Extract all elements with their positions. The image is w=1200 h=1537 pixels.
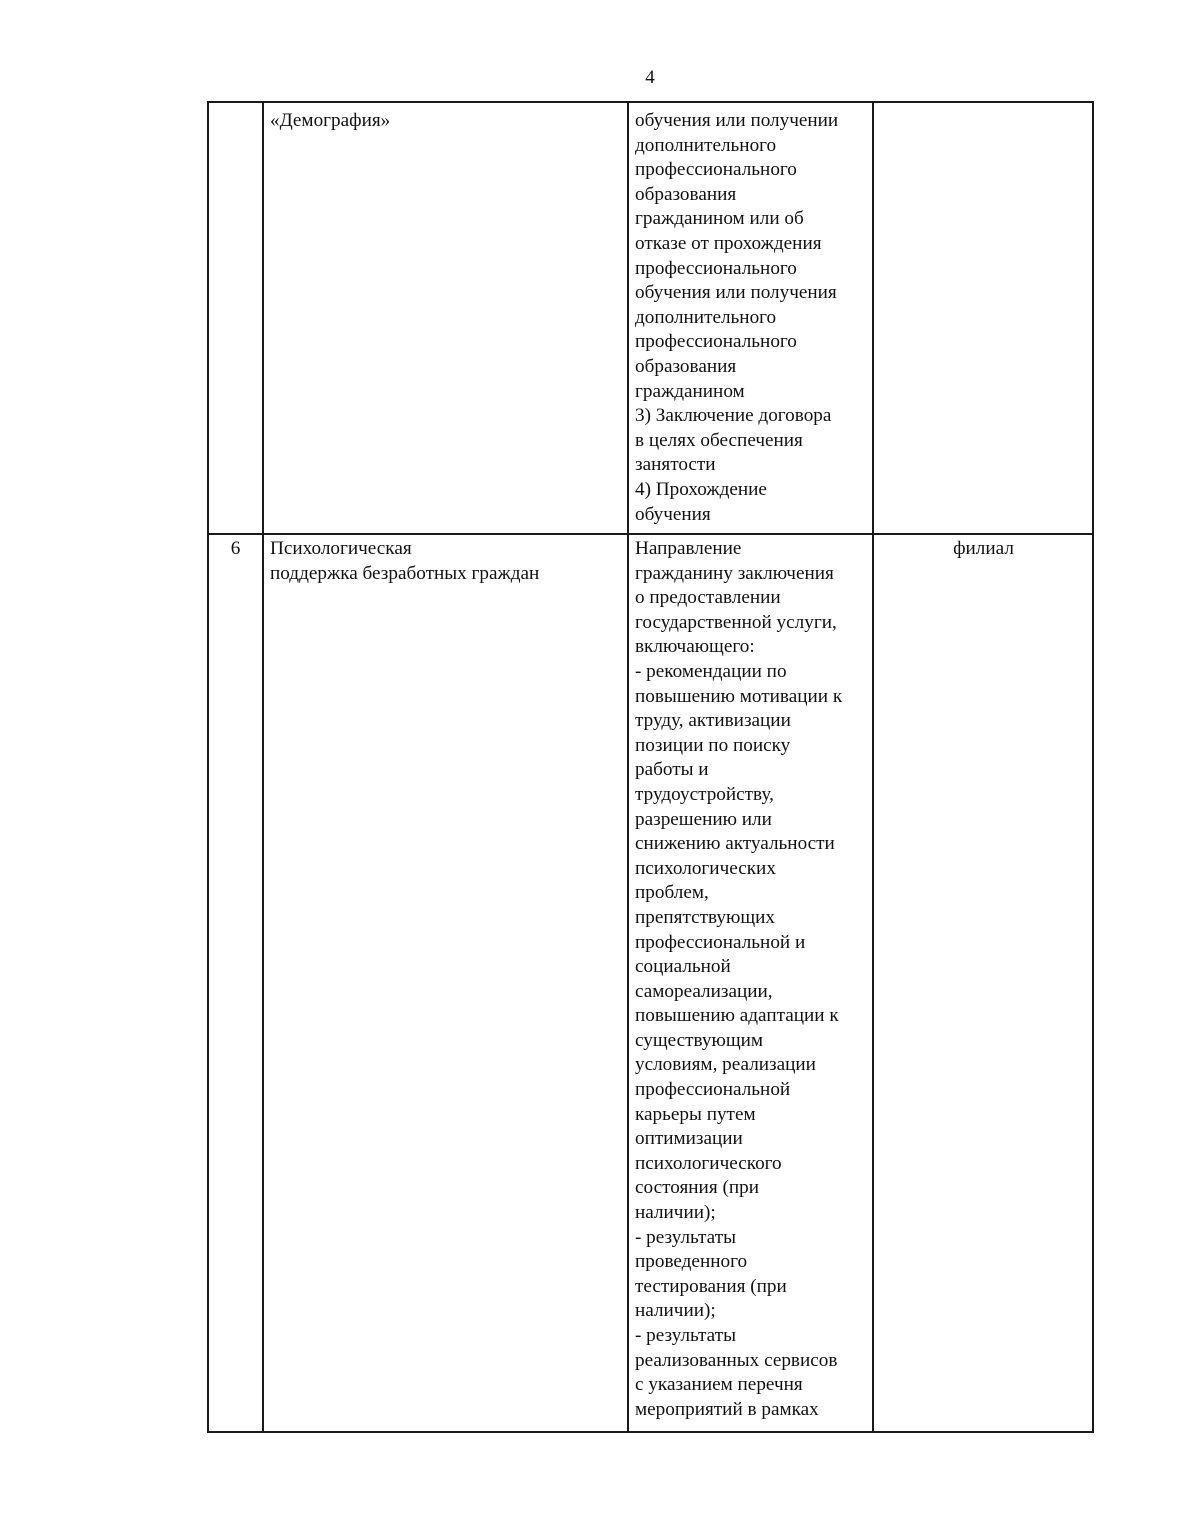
page-number: 4 [645,67,655,88]
service-result-cell: Направление гражданину заключения о предоставлении государственной услуги, включающего: - рекомендации по повышению мотивации к труду, активизации позиции по поиску работы и трудоустройству, разрешению или снижению актуальности психологических проблем, препятствующих профессиональной и социальной самореализации, повышению адаптации к существующим условиям, реализации профессиональной карьеры путем оптимизации психологического состояния (при наличии); - результаты проведенного тестирования (при наличии); - результаты реализованных сервисов с указанием перечня мероприятий в рамках [628,534,873,1432]
table-row [208,102,1093,534]
row-number-cell: 6 [208,534,263,1432]
executor-cell [873,102,1093,534]
service-name-cell: «Демография» [263,102,628,534]
service-result-cell: обучения или получении дополнительного профессионального образования гражданином или об отказе от прохождения профессионального обучения или получения дополнительного профессионального образования гражданином 3) Заключение договора в целях обеспечения занятости 4) Прохождение обучения [628,102,873,534]
services-table [207,101,1094,1433]
table-row [208,534,1093,1432]
row-number-cell [208,102,263,534]
service-name-cell: Психологическая поддержка безработных граждан [263,534,628,1432]
executor-cell: филиал [873,534,1093,1432]
